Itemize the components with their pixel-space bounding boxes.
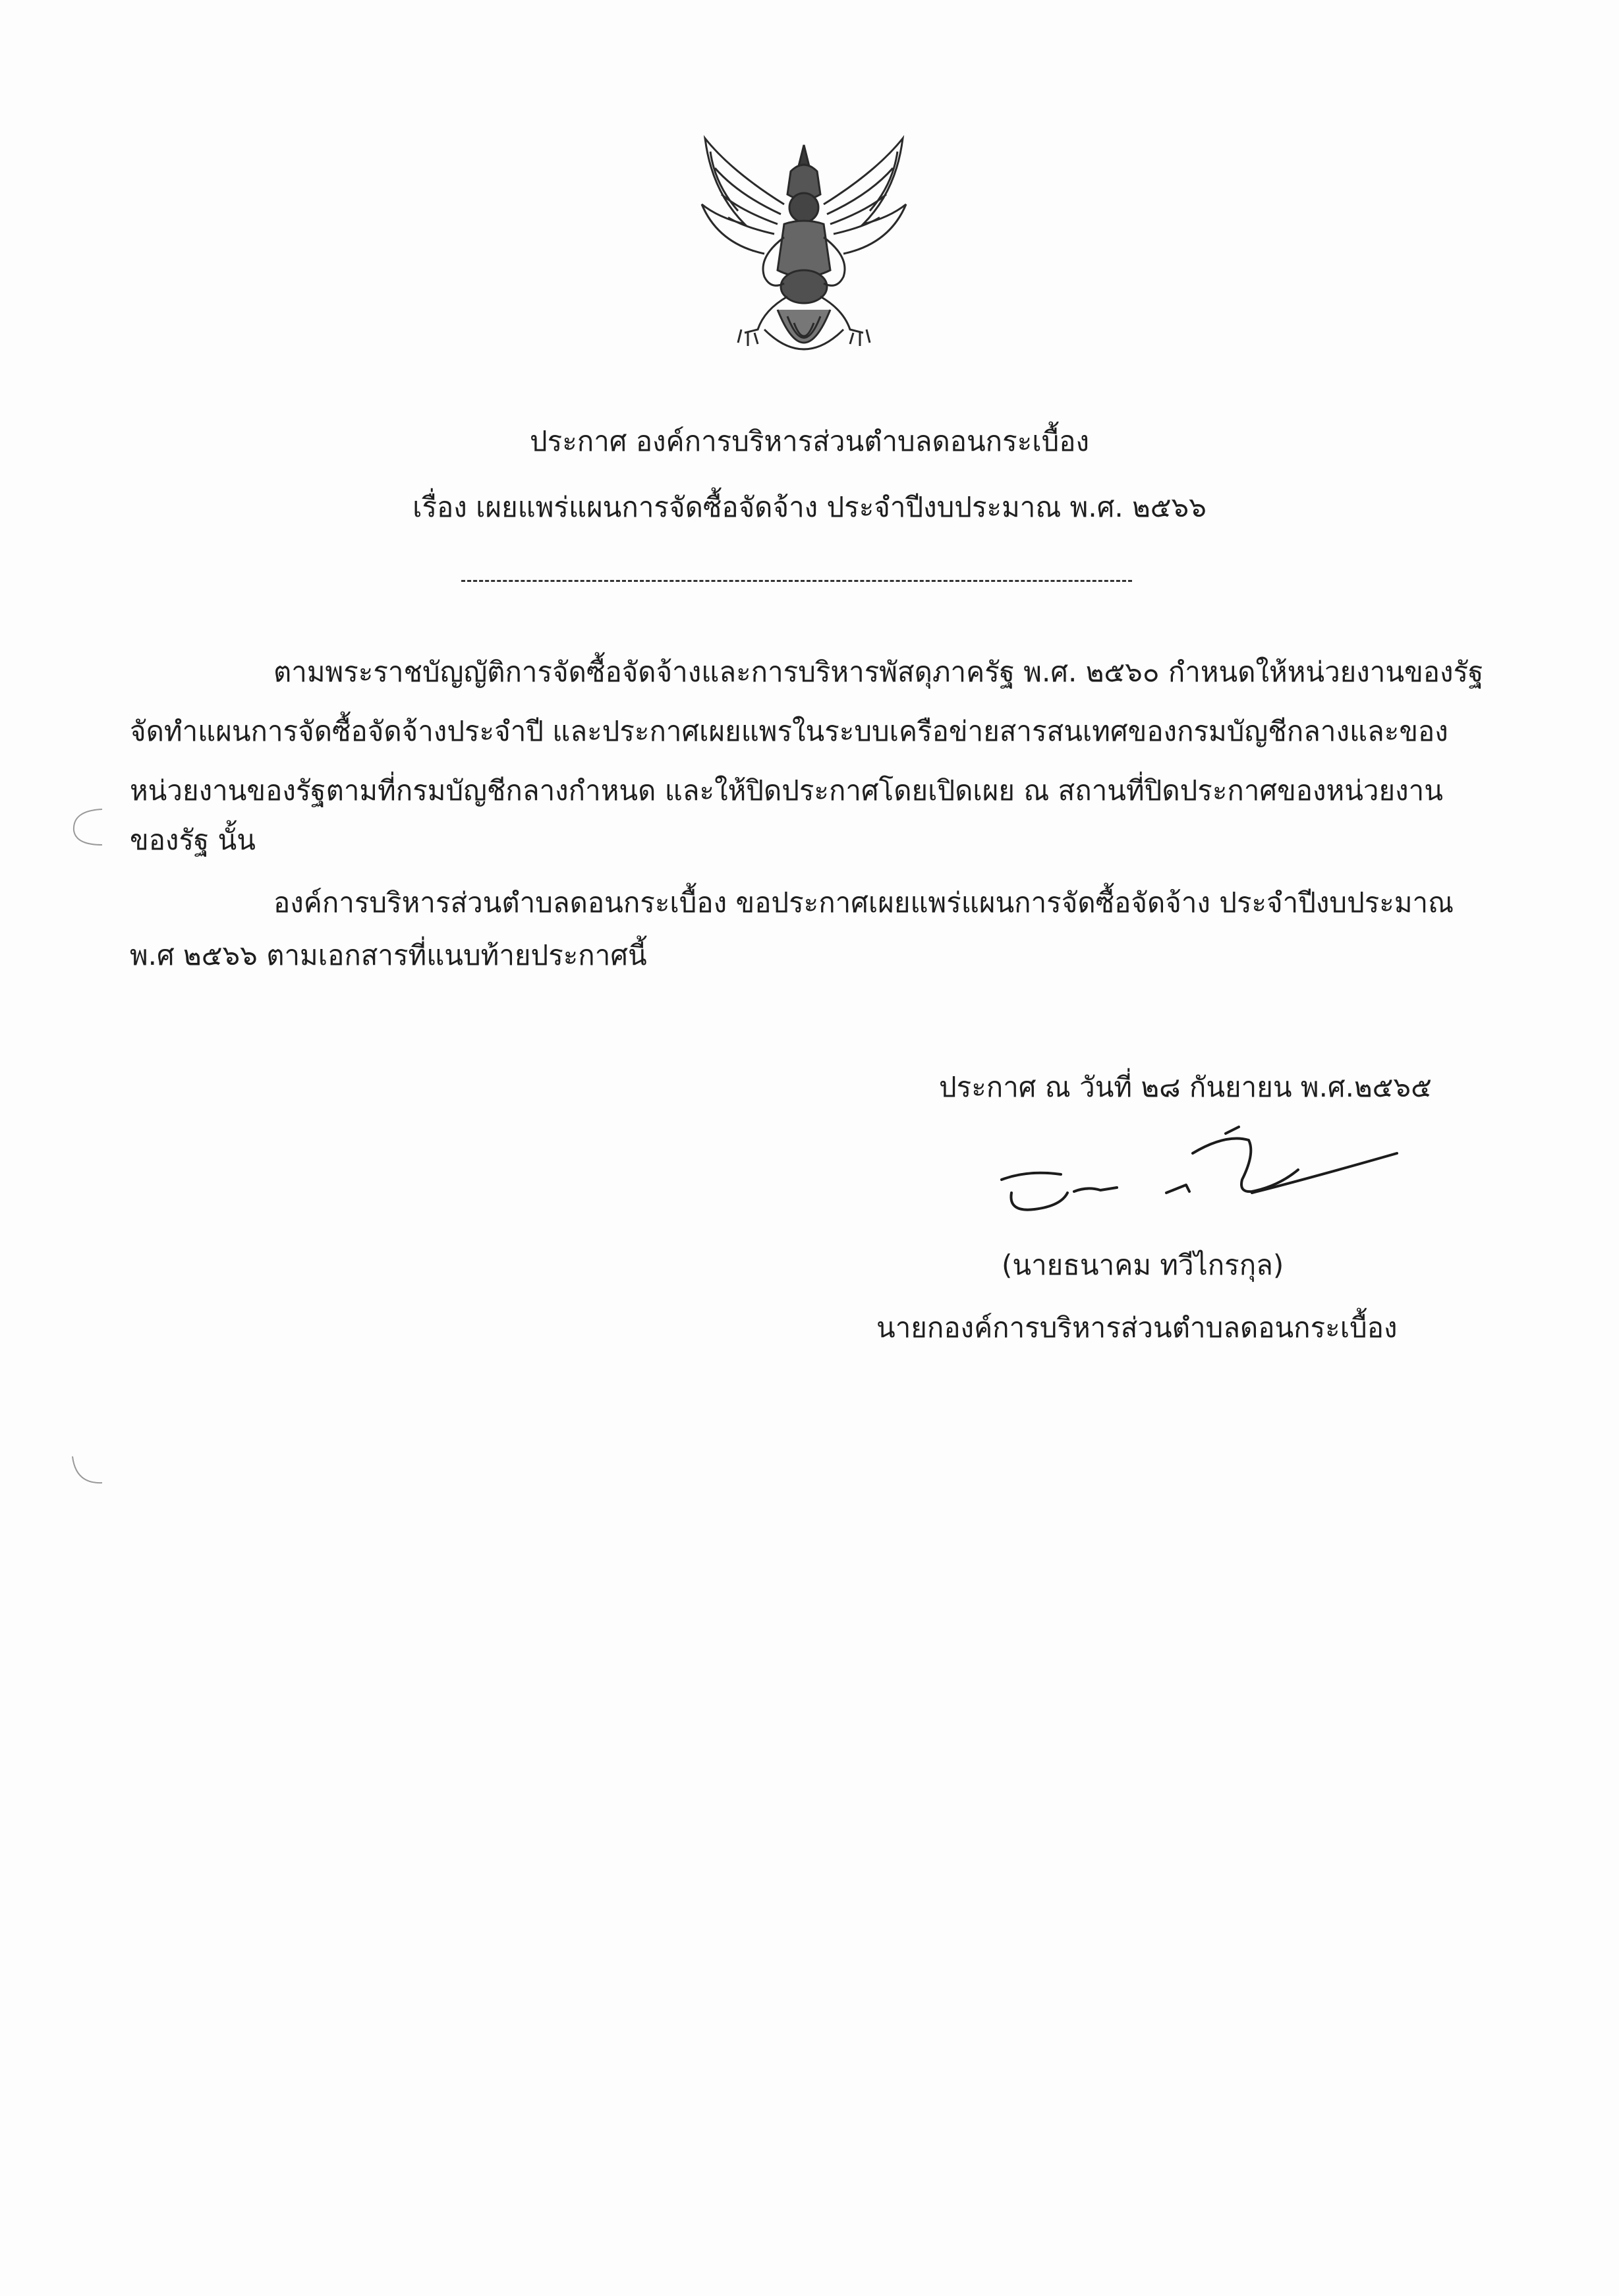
paragraph-1-line-3: หน่วยงานของรัฐตามที่กรมบัญชีกลางกำหนด และให้ปิดประกาศโดยเปิดเผย ณ สถานที่ปิดประกาศของหน่วยงาน xyxy=(130,774,1443,807)
paragraph-1-line-1: ตามพระราชบัญญัติการจัดซื้อจัดจ้างและการบริหารพัสดุภาครัฐ พ.ศ. ๒๕๖๐ กำหนดให้หน่วยงานของรัฐ xyxy=(273,656,1484,688)
announcement-subject: เรื่อง เผยแพร่แผนการจัดซื้อจัดจ้าง ประจำปีงบประมาณ พ.ศ. ๒๕๖๖ xyxy=(412,491,1207,523)
paragraph-2-line-1: องค์การบริหารส่วนตำบลดอนกระเบื้อง ขอประกาศเผยแพร่แผนการจัดซื้อจัดจ้าง ประจำปีงบประมาณ xyxy=(273,886,1454,919)
announcement-date: ประกาศ ณ วันที่ ๒๘ กันยายน พ.ศ.๒๕๖๕ xyxy=(939,1071,1432,1103)
paragraph-1-line-2: จัดทำแผนการจัดซื้อจัดจ้างประจำปี และประกาศเผยแพรในระบบเครือข่ายสารสนเทศของกรมบัญชีกลางและของ xyxy=(130,715,1448,747)
dashed-divider xyxy=(461,580,1132,582)
punch-hole-mark xyxy=(66,804,112,850)
signer-name: (นายธนาคม ทวีไกรกุล) xyxy=(1002,1249,1284,1281)
announcement-title: ประกาศ องค์การบริหารส่วนตำบลดอนกระเบื้อง xyxy=(530,425,1089,457)
handwritten-signature xyxy=(988,1114,1410,1239)
garuda-emblem-icon xyxy=(692,132,916,376)
signer-title: นายกองค์การบริหารส่วนตำบลดอนกระเบื้อง xyxy=(876,1311,1398,1344)
punch-hole-mark xyxy=(66,1443,112,1489)
paragraph-2-line-2: พ.ศ ๒๕๖๖ ตามเอกสารที่แนบท้ายประกาศนี้ xyxy=(130,939,647,971)
paragraph-1-line-4: ของรัฐ นั้น xyxy=(130,824,256,856)
